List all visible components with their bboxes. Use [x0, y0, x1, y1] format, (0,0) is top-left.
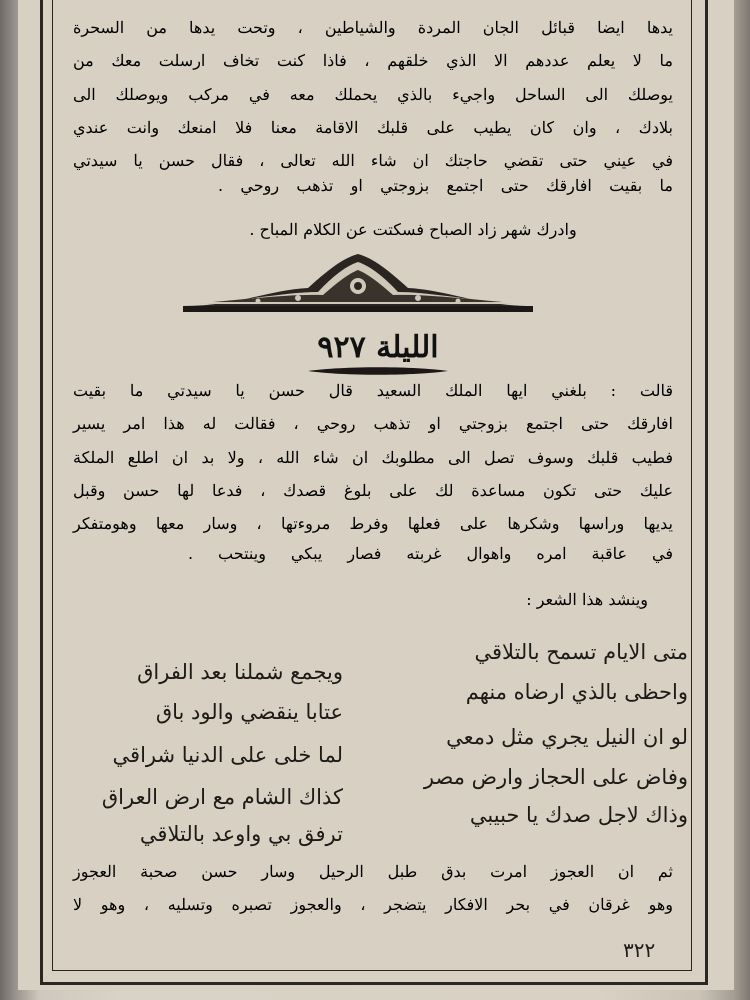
poem-verse-right: وذاك لاجل صدك يا حبيبي: [469, 803, 688, 827]
poem-verse-left: عتابا ينقضي والود باق: [155, 700, 343, 724]
text-line: فطيب قلبك وسوف تصل الى مطلوبك ان شاء الله ، ولا بد ان اطلع الملكة: [73, 448, 673, 467]
headpiece-ornament: [178, 250, 538, 320]
text-line: ما بقيت افارقك حتى اجتمع بزوجتي او تذهب روحي .: [218, 176, 673, 195]
text-line: قالت : بلغني ايها الملك السعيد قال حسن يا سيدتي ما بقيت: [73, 381, 673, 400]
poem-verse-right: واحظى بالذي ارضاه منهم: [465, 680, 688, 704]
text-line: في عيني حتى تقضي حاجتك ان شاء الله تعالى ، فقال حسن يا سيدتي: [73, 151, 673, 170]
poem-verse-right: وفاض على الحجاز وارض مصر: [423, 765, 688, 789]
night-heading: الليلة ٩٢٧: [317, 330, 439, 365]
page-number: ٣٢٢: [623, 938, 656, 962]
text-line: يديها وراسها وشكرها على فعلها وفرط مروءتها ، وسار معها وهومتفكر: [73, 514, 674, 533]
text-line: ثم ان العجوز امرت بدق طبل الرحيل وسار حسن صحبة العجوز: [73, 862, 673, 881]
poem-verse-left: ترفق بي واوعد بالتلاقي: [139, 822, 343, 846]
text-line: بلادك ، وان كان يطيب على قلبك الاقامة معنا فلا امنعك وانت عندي: [73, 118, 673, 137]
dawn-line: وادرك شهر زاد الصباح فسكتت عن الكلام المباح .: [249, 220, 577, 239]
poem-verse-right: متى الايام تسمح بالتلاقي: [474, 640, 688, 664]
poem-intro: وينشد هذا الشعر :: [526, 590, 648, 609]
poem-verse-left: كذاك الشام مع ارض العراق: [101, 785, 343, 809]
text-line: ما لا يعلم عددهم الا الذي خلقهم ، فاذا كنت تخاف ارسلت معك من: [73, 51, 673, 70]
text-line: افارقك حتى اجتمع بزوجتي او تذهب روحي ، فقالت له هذا امر يسير: [73, 414, 673, 433]
text-line: في عاقبة امره واهوال غربته فصار يبكي وينتحب .: [188, 544, 673, 563]
poem-verse-left: لما خلى على الدنيا شراقي: [112, 743, 343, 767]
poem-verse-left: ويجمع شملنا بعد الفراق: [137, 660, 343, 684]
text-line: يوصلك الى الساحل واجيء بالذي يحملك معه في مركب ويوصلك الى: [73, 85, 674, 104]
book-page: [18, 0, 734, 990]
text-line: يدها ايضا قبائل الجان المردة والشياطين ، وتحت يدها من السحرة: [73, 18, 673, 37]
heading-underline: [308, 366, 448, 376]
text-line: عليك حتى تكون مساعدة لك على بلوغ قصدك ، فدعا لها حسن وقبل: [73, 481, 673, 500]
poem-verse-right: لو ان النيل يجري مثل دمعي: [446, 725, 688, 749]
text-line: وهو غرقان في بحر الافكار يتضجر ، والعجوز تصبره وتسليه ، وهو لا: [73, 895, 673, 914]
